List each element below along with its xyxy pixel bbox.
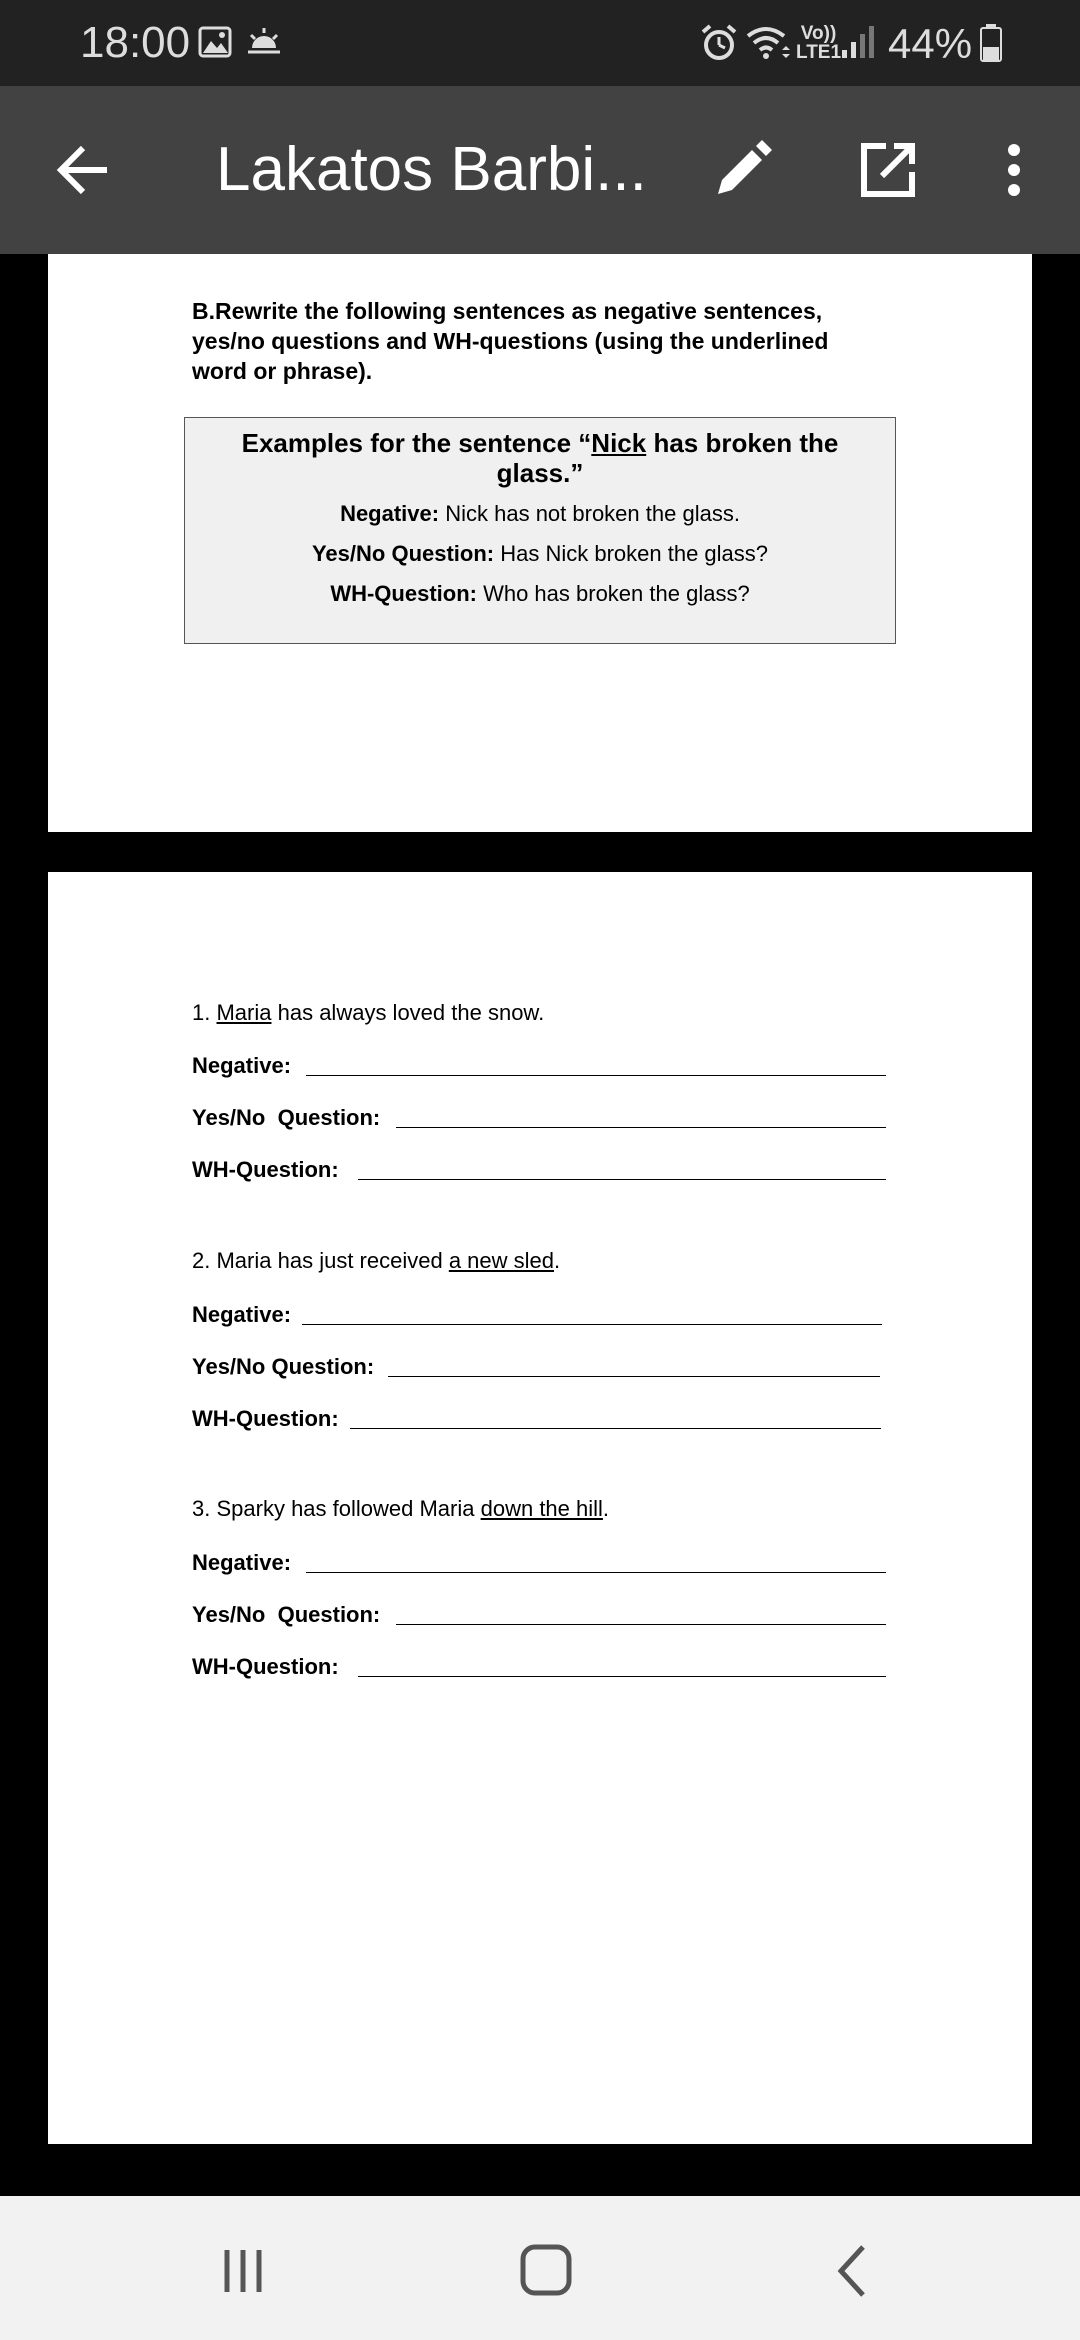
question-3-yesno-label: Yes/No Question: <box>192 1602 381 1627</box>
more-vert-icon <box>1004 142 1024 198</box>
back-icon <box>831 2243 871 2299</box>
question-3-wh-label: WH-Question: <box>192 1654 339 1679</box>
more-options-button[interactable] <box>978 134 1050 206</box>
question-3-wh-answer-line[interactable] <box>358 1676 886 1677</box>
question-2-yesno-answer-line[interactable] <box>388 1376 880 1377</box>
weather-sunrise-icon <box>246 26 282 58</box>
example-box <box>184 417 896 644</box>
example-negative: Negative: Nick has not broken the glass. <box>340 501 740 526</box>
exercise-instructions: B.Rewrite the following sentences as negative sentences, yes/no questions and WH-questions (using the underlined word or phrase). <box>192 298 829 384</box>
question-1-yesno-label: Yes/No Question: <box>192 1105 381 1130</box>
lte-label: LTE1 <box>796 42 842 63</box>
signal-icon <box>840 22 876 60</box>
status-bar <box>0 0 1080 86</box>
back-button[interactable] <box>47 134 119 206</box>
back-arrow-icon <box>55 142 111 198</box>
question-1-yesno-answer-line[interactable] <box>396 1127 886 1128</box>
edit-pencil-icon <box>712 140 772 200</box>
question-2-yesno-label: Yes/No Question: <box>192 1354 375 1379</box>
example-wh-question: WH-Question: Who has broken the glass? <box>330 581 750 606</box>
example-yes-no-question: Yes/No Question: Has Nick broken the glass? <box>311 541 769 566</box>
question-2-negative-answer-line[interactable] <box>302 1324 882 1325</box>
system-back-button[interactable] <box>816 2236 886 2306</box>
question-3-negative-label: Negative: <box>192 1550 292 1575</box>
question-2-wh-answer-line[interactable] <box>350 1428 881 1429</box>
volte-label: Vo)) <box>800 23 837 44</box>
question-1-negative-answer-line[interactable] <box>306 1075 886 1076</box>
question-1-negative-label: Negative: <box>192 1053 292 1078</box>
question-1-wh-answer-line[interactable] <box>358 1179 886 1180</box>
network-type-label <box>796 24 841 62</box>
status-time: 18:00 <box>80 18 191 67</box>
gallery-icon <box>198 26 232 58</box>
question-3-yesno-answer-line[interactable] <box>396 1624 886 1625</box>
home-icon <box>519 2243 575 2299</box>
wifi-icon <box>746 24 790 62</box>
battery-percent: 44% <box>888 20 973 67</box>
battery-icon <box>980 24 1002 62</box>
document-title: Lakatos Barbi... <box>216 135 647 204</box>
question-1-sentence: 1. Maria has always loved the snow. <box>192 1000 545 1025</box>
navigation-bar <box>0 2196 1080 2340</box>
question-2-negative-label: Negative: <box>192 1302 292 1327</box>
open-external-button[interactable] <box>852 134 924 206</box>
open-external-icon <box>858 140 918 200</box>
question-1-wh-label: WH-Question: <box>192 1157 339 1182</box>
recent-apps-button[interactable] <box>208 2236 278 2306</box>
document-page-1 <box>48 254 1032 832</box>
example-title: Examples for the sentence “Nick has broken the glass.” <box>241 428 839 488</box>
document-page-2 <box>48 872 1032 2144</box>
edit-button[interactable] <box>706 134 778 206</box>
example-underlined-word: Nick <box>591 428 647 458</box>
recent-apps-icon <box>218 2246 268 2296</box>
question-3-sentence: 3. Sparky has followed Maria down the hill. <box>192 1496 610 1521</box>
question-2-wh-label: WH-Question: <box>192 1406 339 1431</box>
question-2-sentence: 2. Maria has just received a new sled. <box>192 1248 561 1273</box>
question-3-negative-answer-line[interactable] <box>306 1572 886 1573</box>
home-button[interactable] <box>512 2236 582 2306</box>
alarm-icon <box>700 24 738 62</box>
app-bar <box>0 86 1080 254</box>
